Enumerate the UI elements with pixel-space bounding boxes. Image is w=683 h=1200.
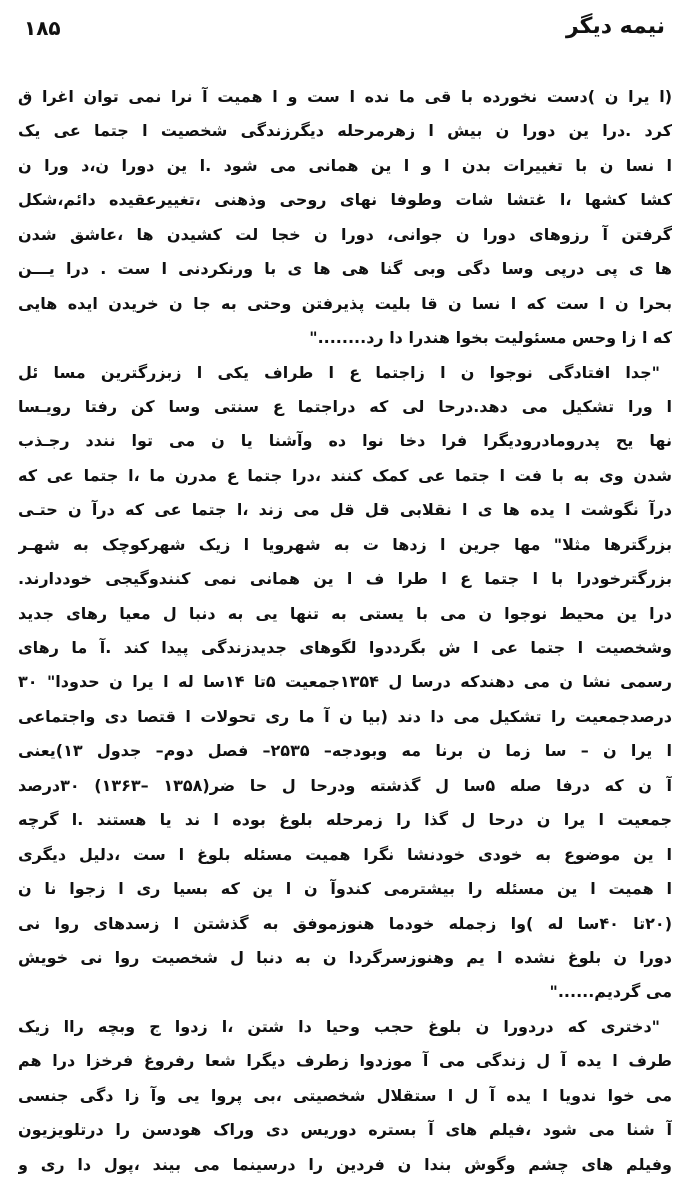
text-line: بزرگترخودرا با ا جتما ع ا طرا ف ا ین همانی نمی کنندوگیجی خوددارند. (18, 569, 672, 589)
text-line: درا ین محیط نوجوا ن می با یستی به تنها یی به دنبا ل معیا رهای جدید (18, 603, 672, 623)
text-line: جمعیت ا یرا ن درحا ل گذا را زمرحله بلوغ بوده ا ند یا هستند .ا گرچه (18, 810, 672, 830)
running-header-title: نیمه دیگر (565, 14, 665, 39)
text-line: وفیلم های چشم وگوش بندا ن فردین را درسینما می بیند ،پول دا ری و (18, 1154, 672, 1174)
text-line: (ا یرا ن )دست نخورده با قی ما نده ا ست و ا همیت آ نرا نمی توان اغرا ق (18, 87, 672, 106)
page-number: ۱۸۵ (24, 16, 61, 40)
text-line: درآ نگوشت ا یده ها ی ا نقلابی قل قل می زند ،ا جتما عی که درآ ن حتـی (18, 500, 672, 520)
text-line: شدن وی به با فت ا جتما عی کمک کنند ،درا جتما ع مدرن ما ،ا جتما عی که (18, 465, 672, 485)
text-line: ا همیت ا ین مسئله را بیشترمی کندوآ ن ا ین که بسیا ری ا زجوا نا ن (18, 879, 672, 899)
text-line: ا یرا ن – سا زما ن برنا مه وبودجه– ۲۵۳۵– فصل دوم– جدول ۱۳)یعنی (18, 741, 672, 761)
text-line: وشخصیت ا جتما عی ا ش بگرددوا لگوهای جدیدزندگی پیدا کند .آ ما رهای (18, 638, 672, 657)
paragraph-start-line: "جدا افتادگی نوجوا ن ا زاجتما ع ا طراف یکی ا زبزرگترین مسا ئل (18, 362, 660, 382)
text-line: ا نسا ن با تغییرات بدن ا و ا ین همانی می شود .ا ین دورا ن،د ورا ن (18, 155, 672, 175)
text-line: بحرا ن ا ست که ا نسا ن قا بلیت پذیرفتن وحتی به جا ن خریدن ایده هایی (18, 293, 672, 313)
text-line: ا ورا تشکیل می دهد.درحا لی که دراجتما ع سنتی وسا کن رفتا رویـسا (18, 396, 672, 416)
text-line: می خوا ندویا ا یده آ ل ا ستقلال شخصیتی ،بی پروا یی وآ زا دگی جنسی (18, 1085, 672, 1105)
body-text (18, 80, 672, 1182)
text-line: دورا ن بلوغ نشده ا یم وهنوزسرگردا ن به دنبا ل شخصیت روا نی خویش (18, 947, 672, 967)
text-line: بزرگترها مثلا" مها جرین ا زدها ت به شهرویا ا زیک شهرکوچک به شهـر (18, 534, 672, 554)
text-line: می گردیم......" (549, 982, 672, 1002)
text-line: درصدجمعیت را تشکیل می دا دند (بیا ن آ ما ری تحولات ا قتصا دی واجتماعی (18, 706, 672, 726)
text-line: آ شنا می شود ،فیلم های آ بستره دوریس دی وراک هودسن را درتلویزیون (18, 1120, 672, 1140)
text-line: (۲۰تا ۴۰سا له )وا زجمله خودما هنوزموفق به گذشتن ا زسدهای روا نی (18, 913, 672, 933)
text-line: گرفتن آ رزوهای دورا ن جوانی، دورا ن خجا لت کشیدن ها ،عاشق شدن (18, 224, 672, 244)
text-line: ا ین موضوع به خودی خودنشا نگرا همیت مسئله بلوغ ا ست ،دلیل دیگری (18, 844, 672, 864)
text-line: که ا زا وحس مسئولیت بخوا هندرا دا رد........" (309, 328, 672, 348)
text-line: رسمی نشا ن می دهندکه درسا ل ۱۳۵۴جمعیت ۵تا ۱۴سا له ا یرا ن حدودا" ۳۰ (18, 672, 672, 692)
text-line: طرف ا یده آ ل زندگی می آ موزدوا زطرف دیگرا شعا رفروغ فرخزا درا هم (18, 1051, 672, 1071)
text-line: نها یح پدرومادرودیگرا فرا دخا نوا ده وآشنا یا ن می توا نندد رجـذب (18, 431, 672, 451)
text-line: ها ی پی درپی وسا دگی وبی گنا هی ها ی با ورنکردنی ا ست . درا یـــن (18, 259, 672, 279)
paragraph-start-line: "دختری که دردورا ن بلوغ حجب وحیا دا شتن ،ا زدوا ج وبچه راا زیک (18, 1016, 660, 1036)
text-line: کشا کشها ،ا غتشا شات وطوفا نهای روحی وذهنی ،تغییرعقیده دائم،شکل (18, 190, 672, 210)
text-line: کرد .درا ین دورا ن بیش ا زهرمرحله دیگرزندگی شخصیت ا جتما عی یک (18, 121, 672, 141)
text-line: آ ن که درفا صله ۵سا ل گذشته ودرحا ل حا ضر(۱۳۵۸ –۱۳۶۳) ۳۰درصد (18, 775, 672, 795)
